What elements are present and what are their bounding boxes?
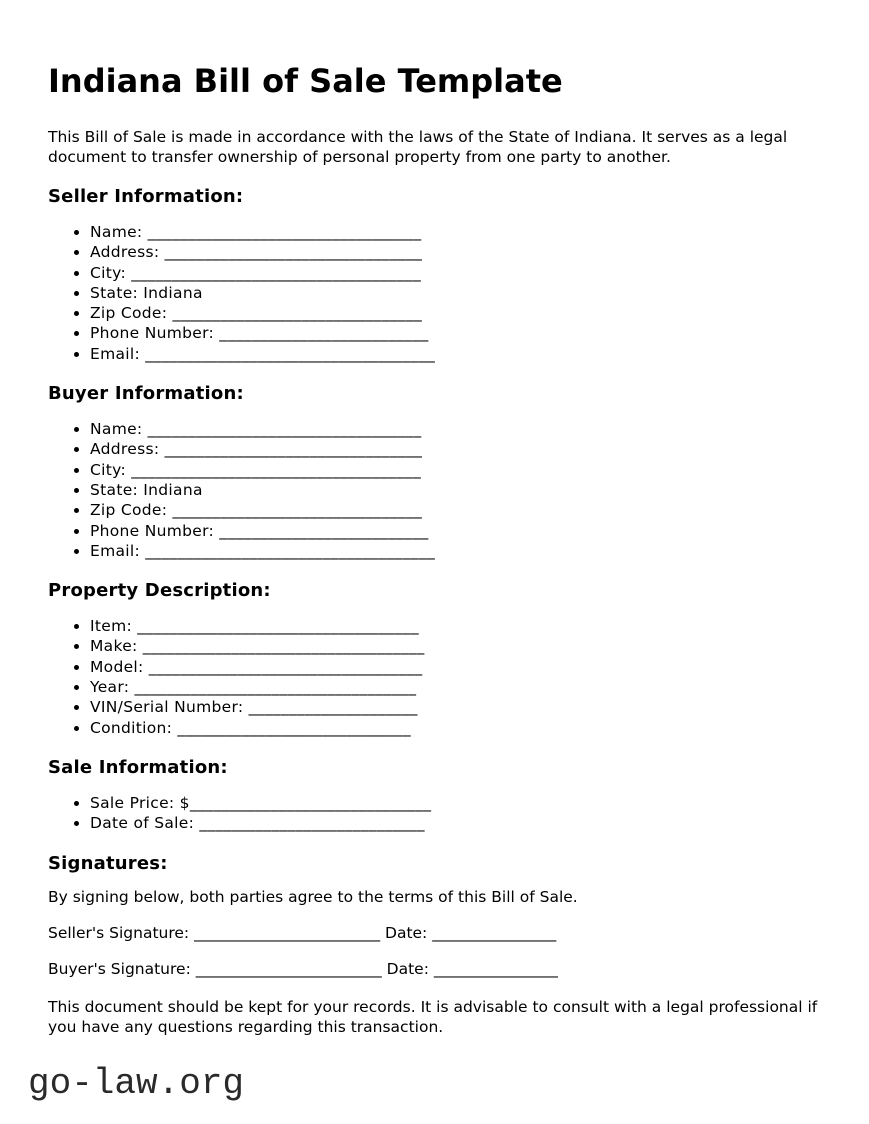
intro-paragraph: This Bill of Sale is made in accordance with the laws of the State of Indiana. It serves as a legal document to transfer ownership of personal property from one party to another. <box>48 128 788 166</box>
buyer-email-field: • Email: ____________________________________ <box>90 541 821 561</box>
property-make-field: • Make: ___________________________________ <box>90 636 821 656</box>
property-condition-field: • Condition: _____________________________ <box>90 718 821 738</box>
signatures-heading: Signatures: <box>48 852 168 874</box>
sale-price-field: • Sale Price: $______________________________ <box>90 793 821 813</box>
seller-phone-field: • Phone Number: __________________________ <box>90 323 821 343</box>
buyer-info-heading: Buyer Information: <box>48 383 244 405</box>
sale-info-list <box>48 793 821 834</box>
property-description-heading: Property Description: <box>48 580 271 602</box>
seller-zip-field: • Zip Code: _______________________________ <box>90 303 821 323</box>
agreement-text: By signing below, both parties agree to the terms of this Bill of Sale. <box>48 887 578 906</box>
seller-name-field: • Name: __________________________________ <box>90 222 821 242</box>
seller-city-field: • City: ____________________________________ <box>90 263 821 283</box>
property-model-field: • Model: __________________________________ <box>90 657 821 677</box>
page-title: Indiana Bill of Sale Template <box>48 62 563 100</box>
buyer-phone-field: • Phone Number: __________________________ <box>90 521 821 541</box>
buyer-zip-field: • Zip Code: _______________________________ <box>90 500 821 520</box>
seller-email-field: • Email: ____________________________________ <box>90 344 821 364</box>
property-year-field: • Year: ___________________________________ <box>90 677 821 697</box>
buyer-state-field: • State: Indiana <box>90 480 821 500</box>
seller-signature-line: Seller's Signature: ________________________ Date: ________________ <box>48 923 557 942</box>
buyer-signature-line: Buyer's Signature: ________________________ Date: ________________ <box>48 959 558 978</box>
property-item-field: • Item: ___________________________________ <box>90 616 821 636</box>
buyer-city-field: • City: ____________________________________ <box>90 460 821 480</box>
sale-info-heading: Sale Information: <box>48 756 228 778</box>
buyer-name-field: • Name: __________________________________ <box>90 419 821 439</box>
footer-note: This document should be kept for your records. It is advisable to consult with a legal professional if you have any questions regarding this transaction. <box>48 997 818 1036</box>
property-description-list <box>48 616 821 738</box>
seller-state-field: • State: Indiana <box>90 283 821 303</box>
property-vin-field: • VIN/Serial Number: _____________________ <box>90 697 821 717</box>
seller-info-list <box>48 222 821 364</box>
seller-info-heading: Seller Information: <box>48 186 244 207</box>
buyer-address-field: • Address: ________________________________ <box>90 439 821 459</box>
sale-date-field: • Date of Sale: ____________________________ <box>90 813 821 833</box>
buyer-info-list <box>48 419 821 561</box>
seller-address-field: • Address: ________________________________ <box>90 242 821 262</box>
brand-logo: go-law.org <box>28 1062 245 1104</box>
